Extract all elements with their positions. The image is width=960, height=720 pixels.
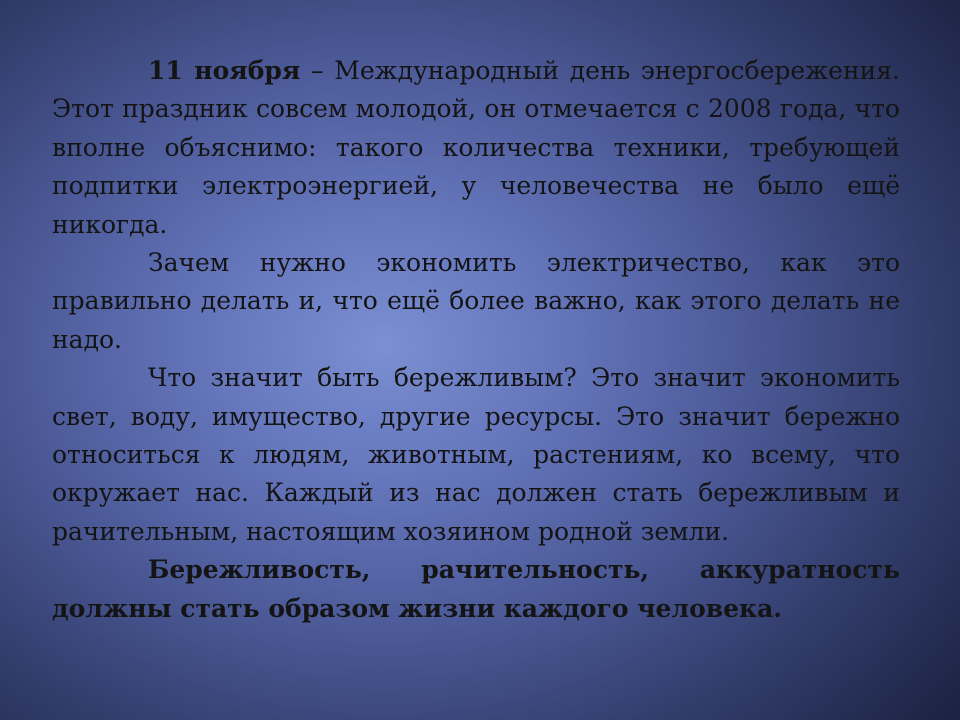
- paragraph-energy-saving-day: [52, 52, 900, 244]
- slide-text-body: [52, 52, 900, 628]
- paragraph-conclusion: Бережливость, рачительность, аккуратность должны стать образом жизни каждого человека.: [52, 555, 900, 623]
- paragraph-what-is-thrifty: Что значит быть бережливым? Это значит экономить свет, воду, имущество, другие ресурсы. Это значит бережно относиться к людям, животным, растениям, ко всему, что окружает нас. Каждый из нас должен стать бережливым и рачительным, настоящим хозяином родной земли.: [52, 363, 900, 546]
- paragraph-why-save-electricity: Зачем нужно экономить электричество, как это правильно делать и, что ещё более важно, как этого делать не надо.: [52, 248, 900, 354]
- paragraph-1-text: – Международный день энергосбережения. Этот праздник совсем молодой, он отмечается с 2008 года, что вполне объяснимо: такого количества техники, требующей подпитки электроэнергией, у человечества не было ещё никогда.: [52, 56, 901, 239]
- date-text: 11 ноября: [148, 56, 301, 85]
